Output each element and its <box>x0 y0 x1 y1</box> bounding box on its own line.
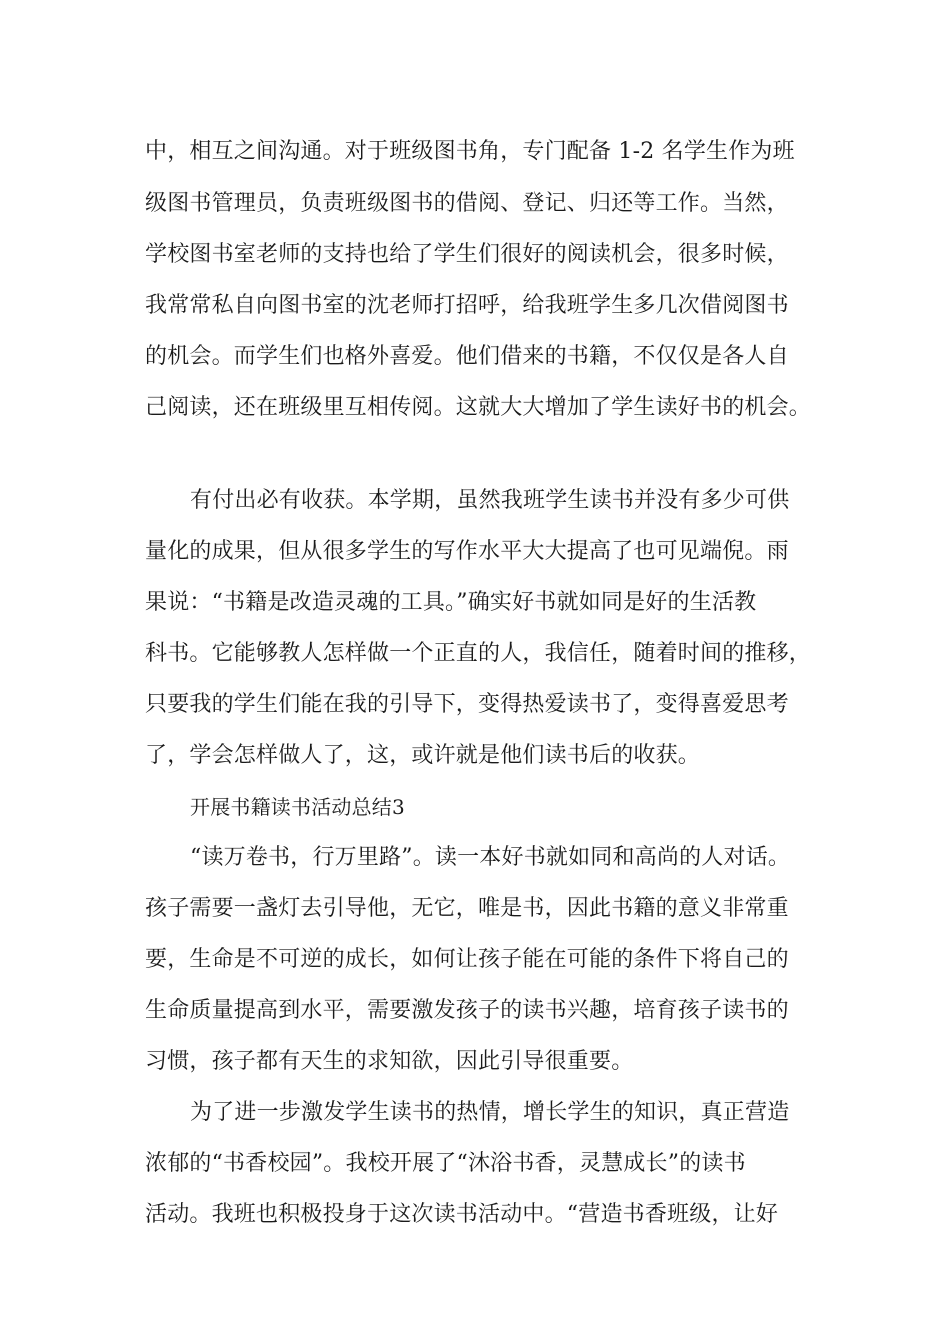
paragraph-line: 活动。我班也积极投身于这次读书活动中。“营造书香班级，让好 <box>145 1202 779 1227</box>
paragraph-line: 有付出必有收获。本学期，虽然我班学生读书并没有多少可供 <box>190 488 790 513</box>
paragraph-line: 为了进一步激发学生读书的热情，增长学生的知识，真正营造 <box>190 1100 790 1125</box>
paragraph-line: 级图书管理员，负责班级图书的借阅、登记、归还等工作。当然， <box>145 191 789 216</box>
paragraph-line: 只要我的学生们能在我的引导下，变得热爱读书了，变得喜爱思考 <box>145 692 789 717</box>
paragraph-line: 浓郁的“书香校园”。我校开展了“沐浴书香，灵慧成长”的读书 <box>145 1151 746 1176</box>
paragraph-line: 习惯，孩子都有天生的求知欲，因此引导很重要。 <box>145 1049 634 1074</box>
paragraph-line: 果说：“书籍是改造灵魂的工具。”确实好书就如同是好的生活教 <box>145 590 757 615</box>
paragraph-line: 学校图书室老师的支持也给了学生们很好的阅读机会，很多时候， <box>145 242 789 267</box>
paragraph-line: 量化的成果，但从很多学生的写作水平大大提高了也可见端倪。雨 <box>145 539 789 564</box>
paragraph-line: 的机会。而学生们也格外喜爱。他们借来的书籍，不仅仅是各人自 <box>145 344 789 369</box>
paragraph-line: 孩子需要一盏灯去引导他，无它，唯是书，因此书籍的意义非常重 <box>145 896 789 921</box>
paragraph-line: 己阅读，还在班级里互相传阅。这就大大增加了学生读好书的机会。 <box>145 395 812 420</box>
paragraph-line: 科书。它能够教人怎样做一个正直的人，我信任，随着时间的推移， <box>145 641 812 666</box>
paragraph-line: 了，学会怎样做人了，这，或许就是他们读书后的收获。 <box>145 743 701 768</box>
paragraph-line: 要，生命是不可逆的成长，如何让孩子能在可能的条件下将自己的 <box>145 947 789 972</box>
paragraph-line: 生命质量提高到水平，需要激发孩子的读书兴趣，培育孩子读书的 <box>145 998 789 1023</box>
paragraph-line: 我常常私自向图书室的沈老师打招呼，给我班学生多几次借阅图书 <box>145 293 789 318</box>
section-heading: 开展书籍读书活动总结3 <box>190 795 405 819</box>
paragraph-line: 中，相互之间沟通。对于班级图书角，专门配备 1-2 名学生作为班 <box>145 139 795 164</box>
paragraph-line: “读万卷书，行万里路”。读一本好书就如同和高尚的人对话。 <box>190 845 791 870</box>
